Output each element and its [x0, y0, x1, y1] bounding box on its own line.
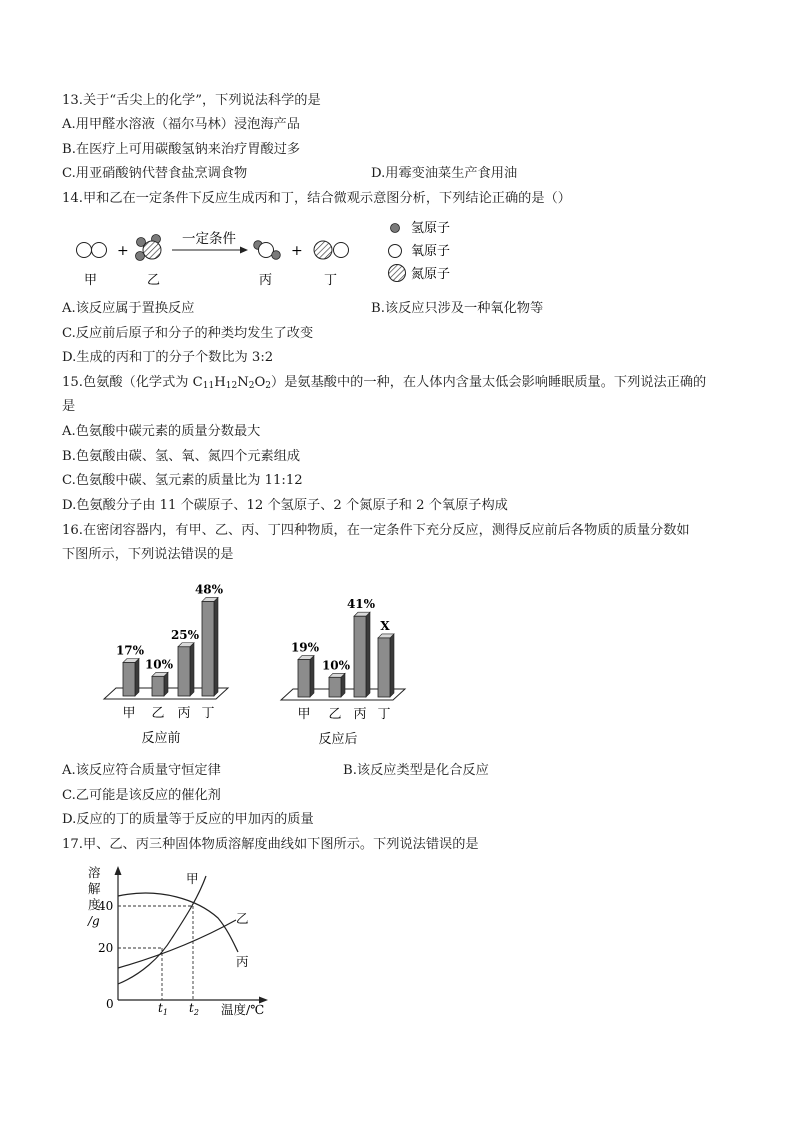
plus-sign-2: +: [291, 243, 303, 259]
category-label: 甲: [297, 707, 311, 722]
q13-option-b: B.在医疗上可用碳酸氢钠来治疗胃酸过多: [62, 142, 301, 157]
q14-stem: 14.甲和乙在一定条件下反应生成丙和丁，结合微观示意图分析，下列结论正确的是（）: [62, 191, 571, 206]
reactant-yi-molecule: [136, 235, 162, 261]
q16-option-a: A.该反应符合质量守恒定律: [62, 763, 221, 778]
q14-option-c: C.反应前后原子和分子的种类均发生了改变: [62, 326, 314, 341]
bar-side: [190, 643, 194, 696]
category-label: 丙: [177, 706, 191, 721]
q14-option-b: B.该反应只涉及一种氧化物等: [371, 301, 544, 316]
y-axis-label-2: 解: [88, 881, 101, 896]
y-axis-label-4: /g: [88, 914, 100, 928]
legend-hydrogen-label: 氢原子: [411, 221, 451, 236]
category-label: 丁: [201, 706, 215, 721]
legend-oxygen-symbol: [389, 245, 402, 258]
q13-option-c: C.用亚硝酸钠代替食盐烹调食物: [62, 166, 248, 181]
reactant-jia-molecule: [77, 243, 107, 258]
q13-stem: 13.关于“舌尖上的化学”，下列说法科学的是: [62, 93, 321, 108]
q14-option-d: D.生成的丙和丁的分子个数比为 3:2: [62, 350, 274, 365]
reaction-arrow: [172, 247, 248, 254]
label-yi: 乙: [147, 273, 161, 288]
q16-option-d: D.反应的丁的质量等于反应的甲加丙的质量: [62, 812, 314, 827]
curve-yi: [118, 920, 236, 968]
q15-option-c: C.色氨酸中碳、氢元素的质量比为 11:12: [62, 473, 303, 488]
bar-data-label: 10%: [321, 658, 351, 673]
q17-stem: 17.甲、乙、丙三种固体物质溶解度曲线如下图所示。下列说法错误的是: [62, 837, 479, 852]
category-label: 丙: [353, 707, 367, 722]
bar: [123, 663, 135, 696]
y-tick-40: 40: [98, 899, 114, 913]
bar-side: [366, 612, 370, 697]
q16-option-b: B.该反应类型是化合反应: [343, 763, 489, 778]
product-ding-molecule: [314, 241, 349, 259]
q13-option-d: D.用霉变油菜生产食用油: [371, 166, 518, 181]
y-axis-label-1: 溶: [88, 865, 101, 880]
q14-option-a: A.该反应属于置换反应: [62, 301, 195, 316]
q15-option-d: D.色氨酸分子由 11 个碳原子、12 个氢原子、2 个氮原子和 2 个氧原子构成: [62, 498, 508, 513]
plus-sign-1: +: [117, 243, 129, 259]
chart-title: 反应后: [318, 732, 358, 747]
q15-stem: 15.色氨酸（化学式为 $C_{11}H_{12}N_2O_2$）是氨基酸中的一种，在人体内含量太低会影响睡眠质量。下列说法正确的: [62, 375, 707, 391]
bar: [378, 638, 390, 697]
legend-nitrogen-symbol: [389, 265, 406, 282]
q13-option-a: A.用甲醛水溶液（福尔马林）浸泡海产品: [62, 117, 300, 132]
q16-stem-line1: 16.在密闭容器内，有甲、乙、丙、丁四种物质，在一定条件下充分反应，测得反应前后各物质的质量分数如: [62, 523, 690, 538]
label-bing: 丙: [259, 273, 273, 288]
x-axis-label: 温度/℃: [221, 1002, 265, 1017]
curve-label-jia: 甲: [186, 871, 199, 886]
category-label: 甲: [122, 706, 136, 721]
bar-data-label: 19%: [290, 640, 320, 655]
bar: [152, 676, 164, 696]
x-tick-t2: $t_2$: [189, 1001, 199, 1017]
legend-hydrogen-symbol: [391, 224, 400, 233]
bar: [178, 647, 190, 696]
category-label: 丁: [377, 707, 391, 722]
q16-option-c: C.乙可能是该反应的催化剂: [62, 788, 221, 803]
q17-solubility-chart: [0, 858, 794, 1023]
origin-label: 0: [106, 997, 114, 1011]
curve-label-yi: 乙: [236, 911, 249, 926]
bar-side: [310, 656, 314, 697]
curve-bing: [118, 893, 238, 952]
y-axis-arrow: [115, 866, 122, 875]
reaction-condition: 一定条件: [182, 231, 236, 247]
y-axis-label-3: 度: [88, 897, 101, 912]
y-tick-20: 20: [98, 941, 114, 955]
curve-label-bing: 丙: [236, 954, 249, 969]
label-jia: 甲: [84, 273, 98, 288]
bar-side: [135, 659, 139, 696]
chart-title: 反应前: [141, 731, 181, 746]
bar: [329, 677, 341, 697]
q16-bar-charts: [0, 575, 794, 750]
bar-data-label: 48%: [194, 582, 224, 597]
bar-side: [390, 634, 394, 697]
legend: [389, 221, 451, 282]
bar: [202, 601, 214, 696]
legend-oxygen-label: 氧原子: [411, 244, 451, 259]
bar: [298, 660, 310, 697]
bar: [354, 616, 366, 697]
q14-molecule-diagram: [0, 214, 794, 296]
x-tick-t1: $t_1$: [158, 1001, 168, 1017]
q15-option-a: A.色氨酸中碳元素的质量分数最大: [62, 424, 261, 439]
q15-stem-line2: 是: [62, 399, 76, 414]
bar-data-label: 41%: [346, 597, 376, 612]
category-label: 乙: [328, 707, 342, 722]
category-label: 乙: [151, 706, 165, 721]
q15-option-b: B.色氨酸由碳、氢、氧、氮四个元素组成: [62, 449, 301, 464]
bar-data-label: 10%: [144, 657, 174, 672]
bar-data-label: 25%: [170, 627, 200, 642]
label-ding: 丁: [324, 273, 338, 288]
legend-nitrogen-label: 氮原子: [411, 267, 451, 282]
bar-data-label: 17%: [115, 643, 145, 658]
q16-stem-line2: 下图所示，下列说法错误的是: [62, 547, 234, 562]
bar-data-label: X: [380, 618, 390, 633]
product-bing-molecule: [254, 241, 281, 260]
bar-side: [214, 597, 218, 696]
